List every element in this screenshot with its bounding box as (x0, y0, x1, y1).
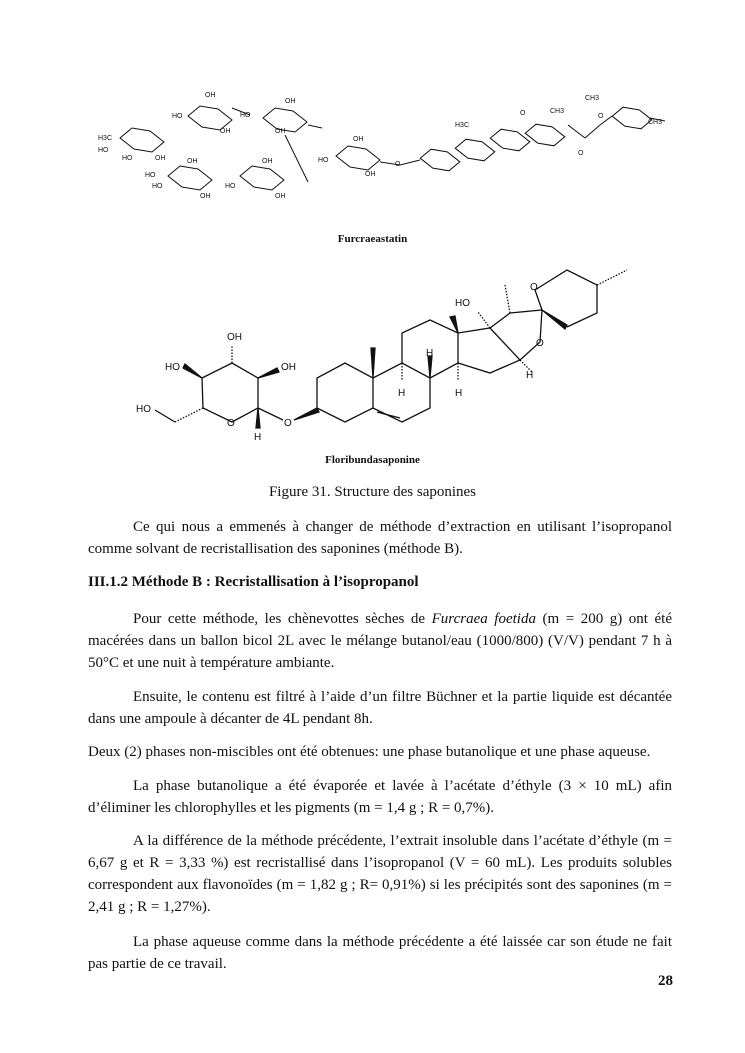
svg-text:HO: HO (225, 183, 236, 190)
paragraph-method-change: Ce qui nous a emmenés à changer de méthode d’extraction en utilisant l’isopropanol comme solvant de recristallisation des saponines (méthode B). (88, 519, 672, 557)
svg-text:O: O (530, 282, 538, 293)
svg-text:CH3: CH3 (648, 119, 663, 126)
ring (120, 128, 164, 152)
text: (m = 200 g) ont été macérées dans un ballon bicol 2L avec le mélange butanol/eau (1000/800) (V/V) pendant 7 h à 50°C et une nuit à température ambiante. (88, 611, 672, 671)
svg-text:HO: HO (455, 298, 470, 309)
svg-text:OH: OH (275, 193, 286, 200)
svg-text:HO: HO (145, 172, 156, 179)
svg-text:OH: OH (155, 155, 166, 162)
svg-text:O: O (520, 110, 526, 117)
svg-text:HO: HO (172, 113, 183, 120)
svg-text:H: H (398, 388, 406, 399)
text: Pour cette méthode, les chènevottes sèches de (133, 611, 432, 627)
species-name: Furcraea foetida (431, 611, 536, 627)
paragraph-aqueous-phase: La phase aqueuse comme dans la méthode précédente a été laissée car son étude ne fait pas partie de ce travail. (88, 934, 672, 972)
ring (490, 129, 530, 151)
svg-text:OH: OH (205, 92, 216, 99)
svg-text:HO: HO (122, 155, 133, 162)
furcraeastatin-structure (120, 106, 665, 190)
svg-text:H3C: H3C (98, 135, 113, 142)
ring (168, 166, 212, 190)
svg-text:HO: HO (165, 362, 180, 373)
structure-name-floribundasaponine: Floribundasaponine (325, 454, 420, 466)
paragraph-butanolic-phase: La phase butanolique a été évaporée et lavée à l’acétate d’éthyle (3 × 10 mL) afin d’éliminer les chlorophylles et les pigments (m = 1,4 g ; R = 0,7%). (88, 778, 672, 816)
paragraph-filtration: Ensuite, le contenu est filtré à l’aide d’un filtre Büchner et la partie liquide est décantée dans une ampoule à décanter de 4L pendant 8h. (88, 689, 672, 727)
svg-text:OH: OH (187, 158, 198, 165)
svg-text:HO: HO (240, 112, 251, 119)
svg-text:OH: OH (227, 332, 242, 343)
ring (240, 166, 284, 190)
svg-text:HO: HO (318, 157, 329, 164)
ring (612, 107, 652, 129)
svg-text:H: H (426, 348, 434, 359)
svg-text:CH3: CH3 (585, 95, 600, 102)
svg-text:HO: HO (152, 183, 163, 190)
svg-text:HO: HO (98, 147, 109, 154)
ring (420, 149, 460, 171)
paragraph-maceration (88, 608, 672, 674)
svg-text:OH: OH (275, 128, 286, 135)
svg-text:O: O (598, 113, 604, 120)
svg-text:OH: OH (220, 128, 231, 135)
ring (455, 139, 495, 161)
svg-text:OH: OH (262, 158, 273, 165)
ring (188, 106, 232, 130)
svg-text:H3C: H3C (455, 122, 470, 129)
svg-text:CH3: CH3 (550, 108, 565, 115)
svg-text:OH: OH (365, 171, 376, 178)
structure-name-furcraeastatin: Furcraeastatin (337, 233, 408, 245)
svg-text:OH: OH (353, 136, 364, 143)
svg-text:O: O (395, 161, 401, 168)
ring (525, 124, 565, 146)
section-heading: III.1.2 Méthode B : Recristallisation à l’isopropanol (88, 574, 419, 590)
ring (336, 146, 380, 170)
paragraph-recrystallization: A la différence de la méthode précédente, l’extrait insoluble dans l’acétate d’éthyle (m = 6,67 g et R = 3,33 %) est recristallisé dans l’isopropanol (V = 60 mL). Les produits solubles correspondent aux flavonoïdes (m = 1,82 g ; R= 0,91%) si les précipités sont des saponines (m = 2,41 g ; R = 1,27%). (88, 833, 672, 915)
svg-text:OH: OH (285, 98, 296, 105)
svg-text:O: O (578, 150, 584, 157)
svg-text:O: O (284, 418, 292, 429)
svg-text:O: O (536, 338, 544, 349)
floribundasaponine-structure (155, 270, 627, 428)
svg-text:H: H (526, 370, 534, 381)
figure-caption: Figure 31. Structure des saponines (268, 484, 477, 500)
svg-text:O: O (227, 418, 235, 429)
svg-text:H: H (254, 432, 262, 443)
svg-text:OH: OH (200, 193, 211, 200)
svg-text:OH: OH (281, 362, 296, 373)
paragraph-phases: Deux (2) phases non-miscibles ont été obtenues: une phase butanolique et une phase aqueuse. (88, 744, 651, 760)
page-number: 28 (658, 973, 673, 989)
svg-text:H: H (455, 388, 463, 399)
svg-text:HO: HO (136, 404, 151, 415)
